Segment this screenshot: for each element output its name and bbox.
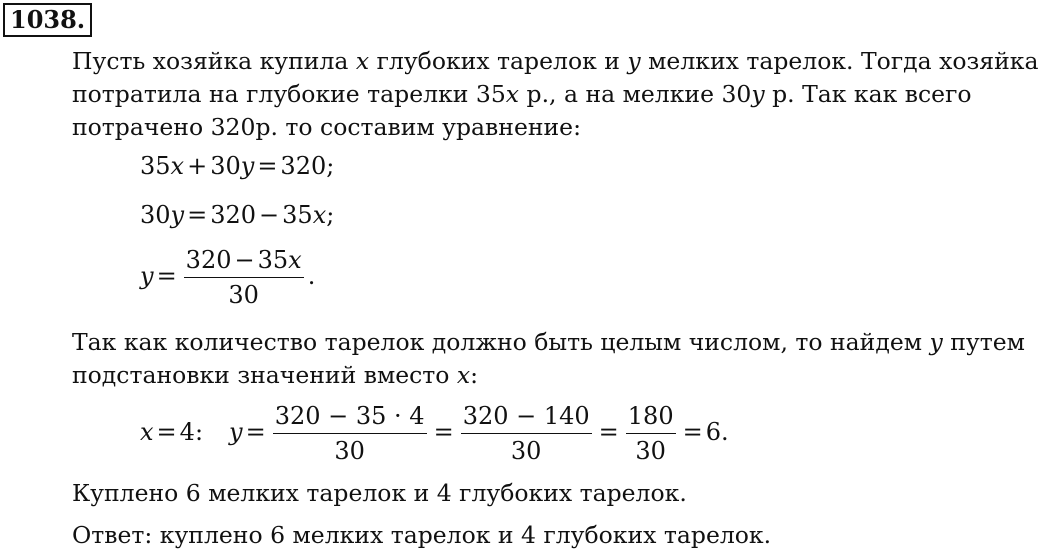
- intro2-text-0: потратила на глубокие тарелки 35: [72, 80, 506, 108]
- intro-var-1: x: [355, 47, 370, 75]
- para2-line-2: [72, 359, 958, 392]
- para2_line2-var-1: x: [456, 361, 471, 389]
- eq2-minus: −: [259, 201, 280, 229]
- eq2-const: 320: [210, 201, 257, 229]
- para2_line1-text-0: Так как количество тарелок должно быть целым числом, то найдем: [72, 328, 930, 356]
- intro-line-3: потрачено 320р. то составим уравнение:: [72, 113, 582, 141]
- intro2-text-4: р. Так как всего: [764, 80, 972, 108]
- eq4-fraction-3: [626, 402, 676, 465]
- eq4-fraction-2: [461, 402, 592, 465]
- intro-text-0: Пусть хозяйка купила: [72, 47, 356, 75]
- intro2-text-2: р., а на мелкие 30: [519, 80, 752, 108]
- eq3-end: .: [307, 262, 316, 290]
- eq4-colon: :: [194, 418, 204, 446]
- eq4-end: .: [720, 418, 729, 446]
- intro2-var-1: x: [505, 80, 520, 108]
- intro-line-1: [72, 45, 1039, 78]
- eq2-coef-c: 35: [282, 201, 313, 229]
- eq1-var-x: x: [170, 152, 185, 180]
- para2_line1-text-2: путем: [942, 328, 1025, 356]
- eq4-equals-4: =: [682, 418, 703, 446]
- answer-text: Ответ: куплено 6 мелких тарелок и 4 глубоких тарелок.: [72, 521, 772, 549]
- eq4-var-x: x: [140, 418, 154, 446]
- eq2-var-x: x: [312, 201, 327, 229]
- eq4-f3-denominator: 30: [635, 437, 666, 465]
- equation-4: [140, 402, 729, 465]
- eq2-var-y: y: [170, 201, 185, 229]
- eq4-equals-2: =: [433, 418, 454, 446]
- intro-text-4: мелких тарелок. Тогда хозяйка: [640, 47, 1039, 75]
- eq3-var-y: y: [140, 262, 154, 290]
- eq1-rhs: 320: [280, 152, 327, 180]
- eq4-f3-numerator: 180: [626, 402, 676, 434]
- intro-line-2: [72, 78, 972, 111]
- equation-1: [140, 152, 334, 180]
- intro2-var-3: y: [751, 80, 765, 108]
- eq4-fraction-1: [273, 402, 427, 465]
- eq1-plus: +: [187, 152, 208, 180]
- eq2-coef-a: 30: [140, 201, 171, 229]
- problem-number: 1038.: [3, 3, 92, 37]
- eq4-result: 6: [705, 418, 721, 446]
- eq2-equals: =: [187, 201, 208, 229]
- eq1-var-y: y: [240, 152, 255, 180]
- eq4-f1-denominator: 30: [334, 437, 365, 465]
- eq3-num-minus: −: [234, 246, 255, 274]
- eq1-end: ;: [326, 152, 335, 180]
- eq1-coef-b: 30: [210, 152, 241, 180]
- intro-text-2: глубоких тарелок и: [369, 47, 628, 75]
- eq3-equals: =: [156, 262, 177, 290]
- para2_line1-var-1: y: [929, 328, 943, 356]
- eq3-num-x: x: [288, 246, 302, 274]
- equation-3: [140, 246, 315, 309]
- para2_line2-text-0: подстановки значений вместо: [72, 361, 457, 389]
- para2_line2-text-2: :: [470, 361, 479, 389]
- equation-2: [140, 201, 334, 229]
- eq4-equals-0: =: [156, 418, 177, 446]
- eq4-f2-denominator: 30: [510, 437, 542, 465]
- eq4-var-y: y: [229, 418, 243, 446]
- eq3-numerator: [184, 246, 304, 278]
- eq2-end: ;: [326, 201, 335, 229]
- para2-line-1: [72, 326, 1025, 359]
- eq4-f2-numerator: 320 − 140: [461, 402, 592, 434]
- eq3-denominator: 30: [228, 281, 259, 309]
- eq3-num-b: 35: [257, 246, 289, 274]
- eq3-num-a: 320: [185, 246, 232, 274]
- eq4-f1-numerator: 320 − 35 · 4: [273, 402, 427, 434]
- eq4-x-value: 4: [179, 418, 195, 446]
- eq3-fraction: [184, 246, 304, 309]
- eq1-equals: =: [257, 152, 278, 180]
- eq1-coef-a: 35: [140, 152, 171, 180]
- intro-var-3: y: [627, 47, 641, 75]
- eq4-equals-3: =: [598, 418, 619, 446]
- eq4-equals-1: =: [245, 418, 266, 446]
- conclusion-text: Куплено 6 мелких тарелок и 4 глубоких тарелок.: [72, 479, 687, 507]
